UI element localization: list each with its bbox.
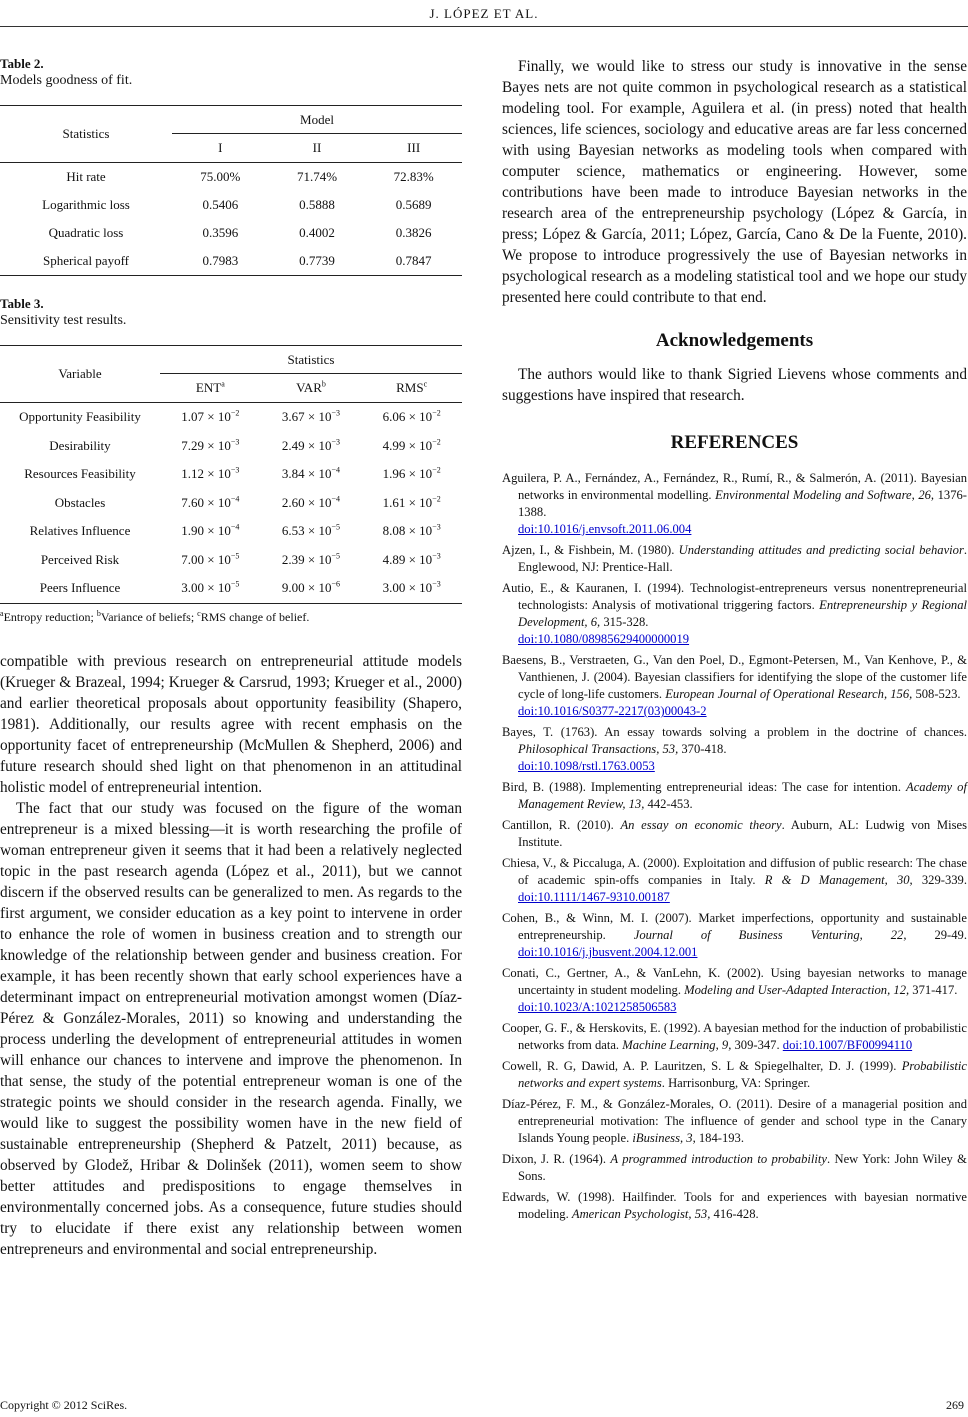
reference-item [502, 910, 967, 961]
cell-exponent: −3 [432, 522, 441, 532]
ref-text: . Auburn, AL: Ludwig von Mises Institute. [518, 818, 967, 849]
table2-stub-header: Statistics [0, 106, 172, 163]
row-label: Logarithmic loss [42, 197, 130, 212]
cell-exponent: −3 [331, 437, 341, 447]
row-label: Spherical payoff [0, 247, 172, 276]
cell-mantissa: 6.53 × 10 [281, 523, 332, 539]
reference-item [502, 1151, 967, 1185]
reference-item [502, 965, 967, 1016]
running-header: J. LÓPEZ ET AL. [429, 6, 539, 21]
table-row [0, 191, 462, 219]
cell-mantissa: 1.90 × 10 [181, 523, 231, 539]
ref-text: Autio, E., & Kauranen, I. (1994). Technologist-entrepreneurs versus nonentrepreneurial technologists: Analysis of motivational triggering factors. [502, 581, 967, 612]
cell-mantissa: 1.07 × 10 [181, 409, 231, 425]
cell-exponent: −3 [432, 551, 441, 561]
table-row [0, 546, 462, 575]
ref-text: 184-193. [695, 1131, 745, 1145]
ref-text: 315-328. [600, 615, 649, 629]
table-cell: 71.74% [296, 169, 338, 184]
ref-text: Díaz-Pérez, F. M., & González-Morales, O. (2011). Desire of a managerial position and entrepreneurial motivation: The influence of gender and school type in the Canary Islands Young people. [502, 1097, 967, 1145]
cell-exponent: −2 [432, 494, 441, 504]
cell-exponent: −6 [331, 579, 341, 589]
doi-link[interactable]: doi:10.1080/08985629400000019 [518, 632, 690, 646]
table-cell [261, 517, 362, 546]
cell-mantissa: 2.49 × 10 [281, 437, 332, 453]
table-cell [160, 432, 261, 461]
ref-text: 371-417. [909, 983, 958, 997]
table-cell [361, 432, 462, 461]
ref-source: American Psychologist, 53, [571, 1207, 711, 1221]
reference-item [502, 817, 967, 851]
ref-text: . Englewood, NJ: Prentice-Hall. [518, 543, 968, 574]
ref-text: 29-49. [906, 928, 967, 942]
reference-list [502, 470, 967, 1223]
cell-mantissa: 4.89 × 10 [382, 551, 433, 567]
body-paragraph: The fact that our study was focused on the figure of the woman entrepreneur is a mixed blessing—it is worth researching the profile of woman entrepreneur given it seems that it had been a relatively neglected topic in the past research agenda (López et al., 2011), but we cannot discern if the observed results can be generalized to men. As regards to the first argument, we consider education as a key point to intervene in order to enhance the role of women in business creation and to strength our knowledge of the relationship between gender and business creation. For example, it has been recently shown that early school experiences have a determinant impact on entrepreneurial motivation amongst women (Díaz-Pérez & González-Morales, 2011) so knowing and understanding the process underling the development of entrepreneurial attitudes in women will enhance our chances to intervene and improve the phenomenon. In that sense, the study of the potential entrepreneur woman is one of the strategic points we should consider in the research agenda. Finally, we would like to suggest the possibility women have in the new field of sustainable entrepreneurship (Shepherd & Patzelt, 2011) because, as observed by Glodež, Hribar & Dolinšek (2011), women seem to show better attitudes and predispositions to engage themselves in environmentally concerned jobs. As a consequence, future studies should try to elucidate if there exist any relationship between women entrepreneurs and environmental and social entrepreneurship. [0, 799, 462, 1258]
table2-col-header: I [172, 134, 269, 163]
footnote-text: RMS change of belief. [200, 609, 310, 624]
doi-link[interactable]: doi:10.1016/S0377-2217(03)00043-2 [518, 704, 707, 718]
ref-source: Entrepreneurship y Regional Development, 6, [518, 598, 967, 629]
cell-mantissa: 2.39 × 10 [281, 551, 332, 567]
ref-text: Ajzen, I., & Fishbein, M. (1980). [502, 543, 679, 557]
footnote-mark: a [0, 608, 4, 618]
page-number: 269 [946, 1398, 964, 1412]
cell-exponent: −3 [230, 465, 240, 475]
left-column [0, 56, 462, 1260]
doi-link[interactable]: doi:10.1111/1467-9310.00187 [518, 890, 670, 904]
table3-stub-header: Variable [0, 346, 160, 403]
doi-link[interactable]: doi:10.1098/rstl.1763.0053 [518, 759, 655, 773]
table-row [0, 219, 462, 247]
row-label: Quadratic loss [48, 225, 124, 240]
reference-item [502, 724, 967, 775]
table-cell [160, 546, 261, 575]
ref-source: iBusiness, 3, [632, 1131, 696, 1145]
reference-item [502, 779, 967, 813]
ref-text: Bird, B. (1988). Implementing entrepreneurial ideas: The case for intention. [502, 780, 906, 794]
table-cell [361, 403, 462, 432]
table-row [0, 489, 462, 518]
ref-source: Understanding attitudes and predicting social behavior [678, 543, 964, 557]
table-row [0, 403, 462, 432]
col-sup: a [221, 379, 225, 389]
reference-item [502, 470, 967, 538]
ref-source: Philosophical Transactions, 53, [518, 742, 679, 756]
cell-mantissa: 1.61 × 10 [382, 494, 433, 510]
cell-exponent: −4 [331, 465, 341, 475]
ref-text: Cantillon, R. (2010). [502, 818, 621, 832]
copyright-notice: Copyright © 2012 SciRes. [0, 1398, 128, 1412]
reference-item [502, 1058, 967, 1092]
table-cell [160, 460, 261, 489]
row-label: Obstacles [54, 494, 106, 510]
ref-source: R & D Management, 30, [764, 873, 913, 887]
table3-title: Table 3. [0, 296, 44, 311]
cell-exponent: −5 [230, 579, 240, 589]
table-cell: 0.5888 [299, 197, 335, 212]
ref-text: 1376-1388. [518, 488, 967, 519]
cell-mantissa: 3.00 × 10 [181, 580, 231, 596]
ref-text: . Harrisonburg, VA: Springer. [661, 1076, 811, 1090]
ref-text: 370-418. [678, 742, 727, 756]
left-body-text [0, 651, 462, 1260]
ref-text: 508-523. [912, 687, 961, 701]
ref-text: Bayes, T. (1763). An essay towards solving a problem in the doctrine of chances. [502, 725, 967, 739]
cell-mantissa: 1.12 × 10 [181, 466, 231, 482]
table-cell: 0.4002 [299, 225, 335, 240]
ref-text: 442-453. [644, 797, 693, 811]
table-cell [361, 489, 462, 518]
table2-group-header: Model [172, 106, 462, 134]
ref-text: Cooper, G. F., & Herskovits, E. (1992). A bayesian method for the induction of probabilistic networks from data. [502, 1021, 967, 1052]
row-label: Resources Feasibility [24, 466, 136, 482]
table2-caption: Models goodness of fit. [0, 73, 133, 88]
ref-source: Machine Learning, 9, [622, 1038, 732, 1052]
table-cell [160, 574, 261, 603]
ref-text: Edwards, W. (1998). Hailfinder. Tools for and experiences with bayesian normative modeling. [502, 1190, 967, 1221]
table-row [0, 163, 462, 192]
table-cell [261, 460, 362, 489]
acknowledgements-text: The authors would like to thank Sigried Lievens whose comments and suggestions have inspired that research. [502, 366, 967, 404]
cell-mantissa: 3.00 × 10 [382, 580, 433, 596]
table-cell: 0.3596 [202, 225, 239, 240]
cell-mantissa: 3.67 × 10 [281, 409, 332, 425]
row-label: Hit rate [66, 169, 106, 184]
col-sup: b [321, 379, 326, 389]
ref-source: Probabilistic networks and expert systems [518, 1059, 967, 1090]
ref-source: Journal of Business Venturing, 22, [633, 928, 907, 942]
references-heading: REFERENCES [670, 432, 799, 453]
table-cell: 72.83% [393, 169, 434, 184]
table-cell [261, 546, 362, 575]
cell-mantissa: 7.60 × 10 [181, 494, 231, 510]
doi-link[interactable]: doi:10.1016/j.envsoft.2011.06.004 [518, 522, 692, 536]
ref-source: European Journal of Operational Research, 156, [665, 687, 913, 701]
reference-item [502, 580, 967, 648]
footnote-text: Entropy reduction; [3, 609, 97, 624]
table-row [0, 432, 462, 461]
cell-mantissa: 4.99 × 10 [382, 437, 433, 453]
table3-col-header [361, 374, 462, 403]
table2-block [0, 56, 462, 276]
table3-caption: Sensitivity test results. [0, 313, 127, 328]
header-rule [0, 26, 968, 27]
table2-col-header: II [269, 134, 366, 163]
ref-text: Conati, C., Gertner, A., & VanLehn, K. (2002). Using bayesian networks to manage uncertainty in student modeling. [502, 966, 967, 997]
ref-text: 329-339. [912, 873, 967, 887]
col-sup: c [423, 379, 428, 389]
doi-link[interactable]: doi:10.1023/A:1021258506583 [518, 1000, 677, 1014]
table3-block [0, 296, 462, 625]
ref-text: 416-428. [710, 1207, 759, 1221]
cell-exponent: −5 [331, 551, 341, 561]
table-cell [261, 489, 362, 518]
table3 [0, 345, 462, 604]
ref-text: Baesens, B., Verstraeten, G., Van den Poel, D., Egmont-Petersen, M., Van Kenhove, P., & Vanthienen, J. (2004). Bayesian classifiers for identifying the slope of the customer life cycle of long-life customers. [502, 653, 967, 701]
reference-item [502, 652, 967, 720]
cell-exponent: −4 [230, 522, 240, 532]
table-cell: 0.7983 [172, 247, 269, 276]
row-label: Perceived Risk [40, 551, 120, 567]
table-row [0, 574, 462, 603]
col-name: RMS [396, 380, 424, 395]
right-column [502, 56, 967, 1227]
cell-exponent: −3 [331, 408, 341, 418]
table-cell [361, 460, 462, 489]
table-cell: 0.7739 [269, 247, 366, 276]
cell-exponent: −2 [432, 465, 441, 475]
cell-exponent: −2 [432, 437, 441, 447]
col-name: ENT [195, 380, 222, 395]
ref-text: Chiesa, V., & Piccaluga, A. (2000). Exploitation and diffusion of public research: The chase of academic spin-offs companies in Italy. [502, 856, 967, 887]
acknowledgements-heading: Acknowledgements [655, 330, 814, 351]
row-label: Desirability [49, 437, 111, 453]
table-cell [361, 517, 462, 546]
table-cell: 0.3826 [395, 225, 432, 240]
table-cell: 75.00% [200, 169, 241, 184]
table-cell [160, 489, 261, 518]
footnote-mark: c [197, 608, 201, 618]
reference-item [502, 542, 967, 576]
table-row [0, 247, 462, 276]
cell-exponent: −3 [230, 437, 240, 447]
footnote-mark: b [96, 608, 101, 618]
reference-item [502, 1020, 967, 1054]
cell-exponent: −4 [331, 494, 341, 504]
footnote-text: Variance of beliefs; [100, 609, 198, 624]
ref-text: Dixon, J. R. (1964). [502, 1152, 611, 1166]
table3-group-header: Statistics [160, 346, 462, 374]
reference-item [502, 1189, 967, 1223]
cell-mantissa: 8.08 × 10 [382, 523, 433, 539]
ref-text: Cowell, R. G, Dawid, A. P. Lauritzen, S. L & Spiegelhalter, D. J. (1999). [502, 1059, 902, 1073]
ref-text: . New York: John Wiley & Sons. [518, 1152, 967, 1183]
cell-mantissa: 7.29 × 10 [181, 437, 231, 453]
row-label: Relatives Influence [29, 523, 131, 539]
ref-text: Cohen, B., & Winn, M. I. (2007). Market imperfections, opportunity and sustainable entrepreneurship. [502, 911, 967, 942]
ref-text: Aguilera, P. A., Fernández, A., Fernández, R., Rumí, R., & Salmerón, A. (2011). Bayesian networks in environmental modelling. [502, 471, 967, 502]
cell-mantissa: 7.00 × 10 [181, 551, 231, 567]
cell-mantissa: 2.60 × 10 [281, 494, 332, 510]
cell-mantissa: 6.06 × 10 [382, 409, 433, 425]
ref-source: A programmed introduction to probability [610, 1152, 827, 1166]
col-name: VAR [296, 380, 322, 395]
body-paragraph: compatible with previous research on entrepreneurial attitude models (Krueger & Brazeal, 1994; Krueger & Carsrud, 1993; Krueger et al., 2000) and earlier theoretical proposals about opportunity feasibility (Shapero, 1981). Additionally, our results agree with recent emphasis on the opportunity facet of entrepreneurship (McMullen & Shepherd, 2006) and future research should shed light on that phenomenon in an attitudinal holistic model of entrepreneurial intention. [0, 652, 462, 796]
ref-source: Academy of Management Review, 13, [518, 780, 967, 811]
body-paragraph: Finally, we would like to stress our study is innovative in the sense Bayes nets are not quite common in psychological research as a statistical modeling tool. For example, Aguilera et al. (in press) noted that health sciences, life sciences, sociology and educative areas are far less concerned with using Bayesian networks as modeling tools when compared with computer science, mathematics or engineering. However, some contributions have been made to introduce Bayesian networks in the research area of the entrepreneurship psychology (López & García, in press; López & García, 2011; López, García, Cano & De la Fuente, 2010). We propose to introduce progressively the use of Bayesian networks in psychological research as a modeling statistical tool and we hope our study presented here could contribute to that end. [502, 58, 967, 306]
table-cell [261, 432, 362, 461]
reference-item [502, 855, 967, 906]
table-cell [361, 574, 462, 603]
table-cell: 0.5689 [395, 197, 432, 212]
reference-item [502, 1096, 967, 1147]
table-cell [261, 574, 362, 603]
table-cell [361, 546, 462, 575]
table-cell [160, 403, 261, 432]
row-label: Peers Influence [0, 574, 160, 603]
table-row [0, 460, 462, 489]
cell-mantissa: 9.00 × 10 [281, 580, 332, 596]
table2 [0, 105, 462, 276]
table3-footnote [0, 610, 462, 625]
cell-exponent: −2 [230, 408, 240, 418]
table-cell: 0.7847 [365, 247, 462, 276]
ref-source: An essay on economic theory [620, 818, 782, 832]
table2-col-header: III [365, 134, 462, 163]
table3-col-header [160, 374, 261, 403]
cell-exponent: −3 [432, 579, 441, 589]
cell-mantissa: 1.96 × 10 [382, 466, 433, 482]
ref-source: Modeling and User-Adapted Interaction, 12, [684, 983, 910, 997]
table-cell: 0.5406 [202, 197, 239, 212]
ref-text: 309-347. [731, 1038, 783, 1052]
doi-link[interactable]: doi:10.1007/BF00994110 [782, 1038, 913, 1052]
table3-col-header [261, 374, 362, 403]
cell-exponent: −4 [230, 494, 240, 504]
table-cell [160, 517, 261, 546]
cell-exponent: −5 [331, 522, 341, 532]
row-label: Opportunity Feasibility [19, 409, 141, 425]
cell-exponent: −2 [432, 408, 441, 418]
doi-link[interactable]: doi:10.1016/j.jbusvent.2004.12.001 [518, 945, 698, 959]
table2-title: Table 2. [0, 56, 44, 71]
cell-exponent: −5 [230, 551, 240, 561]
cell-mantissa: 3.84 × 10 [281, 466, 332, 482]
table-row [0, 517, 462, 546]
ref-source: Environmental Modeling and Software, 26, [715, 488, 935, 502]
table-cell [261, 403, 362, 432]
